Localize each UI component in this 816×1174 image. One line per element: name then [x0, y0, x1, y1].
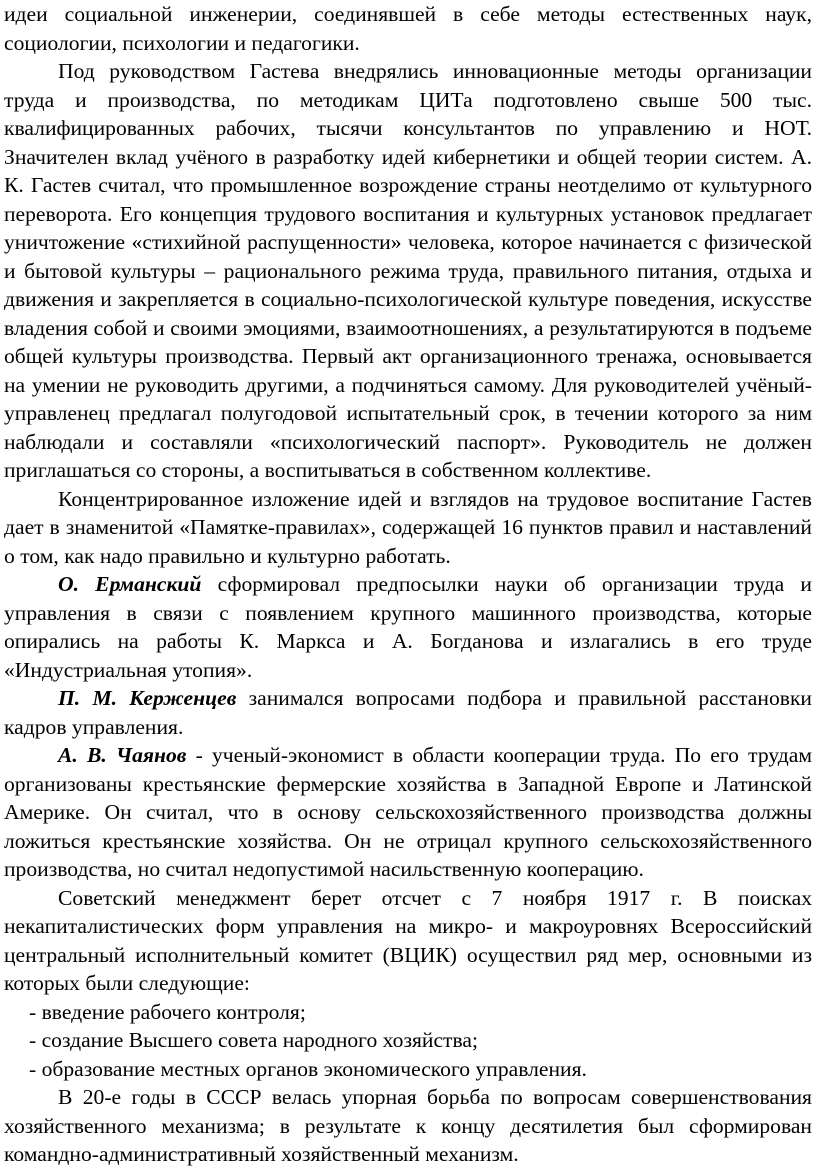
paragraph-ermansky — [4, 570, 812, 684]
list-item: - введение рабочего контроля; — [29, 999, 306, 1024]
paragraph-kerzhentsev — [4, 684, 812, 741]
paragraph-chayanov — [4, 741, 812, 884]
list-item: - образование местных органов экономического управления. — [29, 1056, 587, 1081]
paragraph-continuation: идеи социальной инженерии, соединявшей в себе методы естественных наук, социологии, психологии и педагогики. — [4, 2, 812, 55]
paragraph-memo: Концентрированное изложение идей и взглядов на трудовое воспитание Гастев дает в знаменитой «Памятке-правилах», содержащей 16 пунктов правил и наставлений о том, как надо правильно и культурно работать. — [4, 486, 812, 568]
list-item: - создание Высшего совета народного хозяйства; — [29, 1028, 478, 1052]
paragraph-soviet-management: Советский менеджмент берет отсчет с 7 ноября 1917 г. В поисках некапиталистических форм управления на микро- и макроуровнях Всероссийский центральный исполнительный комитет (ВЦИК) осуществил ряд мер, основными из которых были следующие: — [4, 885, 812, 995]
name-chayanov: А. В. Чаянов — [58, 743, 187, 767]
paragraph-1920s: В 20-е годы в СССР велась упорная борьба по вопросам совершенствования хозяйственного механизма; в результате к концу десятилетия был сформирован командно-административный хозяйственный механизм. — [4, 1085, 812, 1166]
text-chayanov: - ученый-экономист в области кооперации труда. По его трудам организованы крестьянские фермерские хозяйства в Западной Европе и Латинской Америке. Он считал, что в основу сельскохозяйственного производства должны ложиться крестьянские хозяйства. Он не отрицал крупного сельскохозяйственного производства, но считал недопустимой насильственную кооперацию. — [4, 743, 813, 881]
text-kerzhentsev: занимался вопросами подбора и правильной расстановки кадров управления. — [4, 686, 812, 739]
text-ermansky: сформировал предпосылки науки об организации труда и управления в связи с появлением крупного машинного производства, которые опирались на работы К. Маркса и А. Богданова и излагались в его труде «Индустриальная утопия». — [4, 572, 812, 682]
paragraph-gastev: Под руководством Гастева внедрялись инновационные методы организации труда и производства, по методикам ЦИТа подготовлено свыше 500 тыс. квалифицированных рабочих, тысячи консультантов по управлению и НОТ. Значителен вклад учёного в разработку идей кибернетики и общей теории систем. А. К. Гастев считал, что промышленное возрождение страны неотделимо от культурного переворота. Его концепция трудового воспитания и культурных установок предлагает уничтожение «стихийной распущенности» человека, которое начинается с физической и бытовой культуры – рационального режима труда, правильного питания, отдыха и движения и закрепляется в социально-психологической культуре поведения, искусстве владения собой и своими эмоциями, взаимоотношениях, а результатируются в подъеме общей культуры производства. Первый акт организационного тренажа, основывается на умении не руководить другими, а подчиняться самому. Для руководителей учёный-управленец предлагал полугодовой испытательный срок, в течении которого за ним наблюдали и составляли «психологический паспорт». Руководитель не должен приглашаться со стороны, а воспитываться в собственном коллективе. — [4, 59, 812, 482]
name-ermansky: О. Ерманский — [58, 572, 202, 596]
name-kerzhentsev: П. М. Керженцев — [58, 686, 237, 710]
